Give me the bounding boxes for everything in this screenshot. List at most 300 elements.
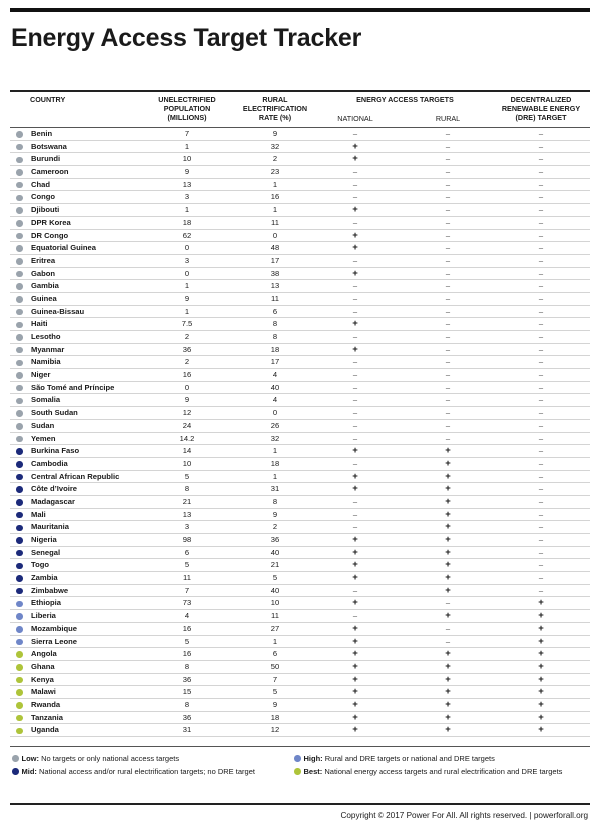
tier-dot-icon (16, 689, 23, 696)
legend-mid-dot-icon (12, 768, 19, 775)
country-cell: Côte d’Ivoire (31, 484, 77, 494)
rural-target-cell: – (445, 306, 451, 316)
dre-target-cell: – (538, 205, 544, 215)
tier-dot-icon (16, 651, 23, 658)
rate-cell: 18 (270, 458, 280, 468)
table-row (10, 674, 590, 687)
rural-target-cell: – (445, 281, 451, 291)
national-target-cell: + (352, 597, 358, 609)
header-rate (224, 95, 326, 122)
rate-cell: 9 (272, 699, 278, 709)
tier-dot-icon (16, 474, 23, 481)
national-target-cell: – (352, 192, 358, 202)
rural-target-cell: + (445, 483, 451, 495)
legend-high (294, 754, 495, 764)
legend-low (12, 754, 179, 764)
dre-target-cell: – (538, 433, 544, 443)
tier-dot-icon (16, 410, 23, 417)
table-row (10, 458, 590, 471)
national-target-cell: + (352, 635, 358, 647)
rate-cell: 17 (270, 255, 280, 265)
population-cell: 24 (182, 420, 192, 430)
country-cell: Namibia (31, 357, 61, 367)
header-national: NATIONAL (337, 114, 373, 123)
header-targets: ENERGY ACCESS TARGETS (356, 95, 454, 104)
population-cell: 9 (184, 395, 190, 405)
country-cell: São Tomé and Príncipe (31, 382, 115, 392)
rate-cell: 4 (272, 395, 278, 405)
dre-target-cell: – (538, 255, 544, 265)
legend-low-text: No targets or only national access targets (41, 754, 180, 763)
rural-target-cell: – (445, 255, 451, 265)
table-row (10, 699, 590, 712)
national-target-cell: + (352, 483, 358, 495)
table-row (10, 547, 590, 560)
tier-dot-icon (16, 702, 23, 709)
tier-dot-icon (16, 347, 23, 354)
country-cell: Lesotho (31, 332, 61, 341)
dre-target-cell: + (538, 673, 544, 685)
country-cell: Gambia (31, 281, 59, 291)
header-dre-line-2: RENEWABLE ENERGY (501, 104, 581, 113)
country-cell: Guinea (31, 293, 57, 303)
country-cell: Uganda (31, 725, 59, 735)
national-target-cell: + (352, 559, 358, 571)
dre-target-cell: – (538, 420, 544, 430)
dre-target-cell: – (538, 458, 544, 468)
top-bar (10, 8, 590, 12)
dre-target-cell: – (538, 522, 544, 532)
tier-dot-icon (16, 499, 23, 506)
tier-dot-icon (16, 372, 23, 379)
header-rule-top (10, 90, 590, 92)
tier-dot-icon (16, 195, 23, 202)
country-cell: Kenya (31, 674, 54, 684)
population-cell: 16 (182, 649, 192, 659)
dre-target-cell: – (538, 230, 544, 240)
country-cell: DR Congo (31, 230, 69, 240)
population-cell: 6 (184, 547, 190, 557)
country-cell: Gabon (31, 268, 56, 278)
header-rate-line-3: RATE (%) (258, 113, 292, 122)
dre-target-cell: – (538, 535, 544, 544)
country-cell: Burkina Faso (31, 446, 80, 456)
tier-dot-icon (16, 626, 23, 633)
rate-cell: 8 (272, 332, 278, 341)
legend-rule (10, 746, 590, 747)
rate-cell: 16 (270, 192, 280, 202)
tier-dot-icon (16, 334, 23, 341)
rate-cell: 1 (272, 205, 278, 215)
country-cell: Ethiopia (31, 598, 61, 608)
population-cell: 21 (182, 496, 192, 506)
tier-dot-icon (16, 258, 23, 265)
legend-high-text: Rural and DRE targets or national and DRE targets (324, 754, 495, 763)
population-cell: 73 (182, 598, 192, 608)
table-row (10, 661, 590, 674)
header-dre (493, 95, 589, 122)
dre-target-cell: – (538, 192, 544, 202)
national-target-cell: – (352, 281, 358, 291)
dre-target-cell: – (538, 509, 544, 519)
tier-dot-icon (16, 220, 23, 227)
tier-dot-icon (16, 385, 23, 392)
rate-cell: 18 (270, 712, 280, 722)
country-cell: Angola (31, 649, 57, 659)
table-row (10, 483, 590, 496)
national-target-cell: – (352, 382, 358, 392)
rural-target-cell: – (445, 420, 451, 430)
country-cell: Somalia (31, 395, 61, 405)
national-target-cell: + (352, 204, 358, 216)
population-cell: 36 (182, 674, 192, 684)
country-cell: South Sudan (31, 408, 78, 418)
population-cell: 10 (182, 458, 192, 468)
table-row (10, 179, 590, 192)
country-cell: Ghana (31, 661, 55, 671)
rural-target-cell: – (445, 192, 451, 202)
header-rate-line-2: ELECTRIFICATION (242, 104, 308, 113)
tier-dot-icon (16, 677, 23, 684)
dre-target-cell: – (538, 408, 544, 418)
rate-cell: 8 (272, 496, 278, 506)
country-cell: Malawi (31, 687, 56, 697)
rural-target-cell: + (445, 546, 451, 558)
national-target-cell: – (352, 585, 358, 595)
country-cell: Eritrea (31, 255, 56, 265)
dre-target-cell: – (538, 243, 544, 253)
table-row (10, 369, 590, 382)
table-row (10, 293, 590, 306)
header-population-line-2: POPULATION (163, 104, 211, 113)
population-cell: 31 (182, 725, 192, 735)
tier-dot-icon (16, 309, 23, 316)
rate-cell: 40 (270, 547, 280, 557)
rural-target-cell: + (445, 470, 451, 482)
rural-target-cell: – (445, 268, 451, 278)
national-target-cell: + (352, 724, 358, 736)
dre-target-cell: – (538, 306, 544, 316)
country-cell: Cambodia (31, 458, 68, 468)
table-row (10, 382, 590, 395)
table-row (10, 445, 590, 458)
tier-dot-icon (16, 398, 23, 405)
dre-target-cell: + (538, 622, 544, 634)
header-population-line-1: UNELECTRIFIED (158, 95, 216, 104)
national-target-cell: – (352, 129, 358, 138)
rate-cell: 36 (270, 535, 280, 544)
country-cell: Zimbabwe (31, 585, 69, 595)
tier-dot-icon (16, 144, 23, 151)
rural-target-cell: + (445, 724, 451, 736)
table-row (10, 318, 590, 331)
rural-target-cell: – (445, 205, 451, 215)
population-cell: 10 (182, 154, 192, 164)
tier-dot-icon (16, 525, 23, 532)
national-target-cell: – (352, 179, 358, 189)
rate-cell: 5 (272, 573, 278, 583)
national-target-cell: + (352, 267, 358, 279)
table-row (10, 724, 590, 737)
country-cell: Yemen (31, 433, 56, 443)
rate-cell: 27 (270, 623, 280, 633)
rate-cell: 13 (270, 281, 280, 291)
population-cell: 8 (184, 484, 190, 494)
national-target-cell: – (352, 408, 358, 418)
country-cell: Sudan (31, 420, 55, 430)
national-target-cell: + (352, 648, 358, 660)
legend-low-dot-icon (12, 755, 19, 762)
table-row (10, 407, 590, 420)
rate-cell: 6 (272, 306, 278, 316)
population-cell: 8 (184, 661, 190, 671)
rural-target-cell: – (445, 141, 451, 151)
dre-target-cell: – (538, 344, 544, 354)
tier-dot-icon (16, 537, 23, 544)
population-cell: 3 (184, 192, 190, 202)
tier-dot-icon (16, 461, 23, 468)
national-target-cell: + (352, 153, 358, 165)
rate-cell: 1 (272, 179, 278, 189)
rural-target-cell: + (445, 698, 451, 710)
legend-high-dot-icon (294, 755, 301, 762)
rate-cell: 7 (272, 674, 278, 684)
tier-dot-icon (16, 448, 23, 455)
rate-cell: 1 (272, 471, 278, 481)
country-cell: Rwanda (31, 699, 61, 709)
national-target-cell: + (352, 572, 358, 584)
country-cell: DPR Korea (31, 217, 71, 227)
rate-cell: 48 (270, 243, 280, 253)
national-target-cell: – (352, 496, 358, 506)
legend-best-label: Best: (303, 767, 323, 776)
dre-target-cell: – (538, 357, 544, 367)
dre-target-cell: – (538, 217, 544, 227)
national-target-cell: – (352, 370, 358, 380)
rate-cell: 0 (272, 230, 278, 240)
population-cell: 9 (184, 293, 190, 303)
population-cell: 5 (184, 471, 190, 481)
tier-dot-icon (16, 575, 23, 582)
tier-dot-icon (16, 436, 23, 443)
dre-target-cell: – (538, 281, 544, 291)
table-row (10, 509, 590, 522)
national-target-cell: + (352, 229, 358, 241)
country-cell: Congo (31, 192, 56, 202)
rural-target-cell: + (445, 660, 451, 672)
rate-cell: 18 (270, 344, 280, 354)
table-row (10, 141, 590, 154)
header-country: COUNTRY (30, 95, 66, 104)
tier-dot-icon (16, 563, 23, 570)
national-target-cell: – (352, 509, 358, 519)
legend-mid-label: Mid: (21, 767, 37, 776)
table-row (10, 394, 590, 407)
dre-target-cell: – (538, 496, 544, 506)
rural-target-cell: – (445, 344, 451, 354)
rural-target-cell: – (445, 623, 451, 633)
population-cell: 18 (182, 217, 192, 227)
rural-target-cell: + (445, 457, 451, 469)
country-cell: Mozambique (31, 623, 77, 633)
table-row (10, 268, 590, 281)
national-target-cell: – (352, 420, 358, 430)
rural-target-cell: – (445, 230, 451, 240)
population-cell: 14.2 (179, 433, 195, 443)
legend-best (294, 767, 562, 777)
country-cell: Nigeria (31, 535, 57, 544)
table-row (10, 686, 590, 699)
table-row (10, 585, 590, 598)
rate-cell: 1 (272, 446, 278, 456)
country-cell: Cameroon (31, 167, 69, 177)
country-cell: Mauritania (31, 522, 69, 532)
rural-target-cell: + (445, 673, 451, 685)
country-cell: Guinea-Bissau (31, 306, 85, 316)
country-cell: Central African Republic (31, 471, 120, 481)
dre-target-cell: – (538, 154, 544, 164)
rate-cell: 5 (272, 687, 278, 697)
header-rural: RURAL (435, 114, 461, 123)
dre-target-cell: – (538, 167, 544, 177)
dre-target-cell: – (538, 547, 544, 557)
rate-cell: 0 (272, 408, 278, 418)
legend-mid (12, 767, 255, 777)
tier-dot-icon (16, 715, 23, 722)
national-target-cell: – (352, 357, 358, 367)
dre-target-cell: – (538, 370, 544, 380)
country-cell: Liberia (31, 611, 56, 621)
country-cell: Botswana (31, 141, 67, 151)
rural-target-cell: + (445, 559, 451, 571)
dre-target-cell: – (538, 471, 544, 481)
country-cell: Niger (31, 370, 51, 380)
national-target-cell: + (352, 445, 358, 457)
rural-target-cell: + (445, 572, 451, 584)
population-cell: 5 (184, 636, 190, 646)
tier-dot-icon (16, 512, 23, 519)
rural-target-cell: + (445, 686, 451, 698)
table-row (10, 648, 590, 661)
dre-target-cell: – (538, 129, 544, 138)
population-cell: 15 (182, 687, 192, 697)
tier-dot-icon (16, 233, 23, 240)
country-cell: Benin (31, 129, 53, 138)
country-cell: Zambia (31, 573, 58, 583)
table-row (10, 128, 590, 141)
dre-target-cell: + (538, 610, 544, 622)
table-row (10, 280, 590, 293)
country-cell: Madagascar (31, 496, 75, 506)
rate-cell: 2 (272, 154, 278, 164)
tier-dot-icon (16, 207, 23, 214)
legend-best-dot-icon (294, 768, 301, 775)
dre-target-cell: + (538, 635, 544, 647)
rural-target-cell: + (445, 584, 451, 596)
country-cell: Myanmar (31, 344, 65, 354)
dre-target-cell: + (538, 660, 544, 672)
dre-target-cell: + (538, 597, 544, 609)
national-target-cell: + (352, 534, 358, 545)
rate-cell: 11 (271, 611, 279, 621)
population-cell: 7 (184, 585, 190, 595)
national-target-cell: – (352, 255, 358, 265)
dre-target-cell: – (538, 141, 544, 151)
population-cell: 2 (184, 332, 190, 341)
national-target-cell: – (352, 293, 358, 303)
table-row (10, 166, 590, 179)
population-cell: 62 (182, 230, 192, 240)
population-cell: 2 (184, 357, 190, 367)
table-row (10, 559, 590, 572)
population-cell: 8 (184, 699, 190, 709)
rural-target-cell: + (445, 508, 451, 520)
tier-dot-icon (16, 245, 23, 252)
national-target-cell: + (352, 698, 358, 710)
table-row (10, 356, 590, 369)
rural-target-cell: – (445, 370, 451, 380)
rural-target-cell: – (445, 129, 451, 138)
population-cell: 0 (184, 243, 190, 253)
dre-target-cell: – (538, 268, 544, 278)
population-cell: 3 (184, 522, 190, 532)
national-target-cell: + (352, 343, 358, 355)
national-target-cell: – (352, 611, 358, 621)
population-cell: 5 (184, 560, 190, 570)
national-target-cell: – (352, 522, 358, 532)
country-cell: Senegal (31, 547, 61, 557)
tracker-table (10, 128, 590, 737)
population-cell: 0 (184, 268, 190, 278)
population-cell: 0 (184, 382, 190, 392)
national-target-cell: – (352, 395, 358, 405)
rate-cell: 17 (270, 357, 280, 367)
tier-dot-icon (16, 423, 23, 430)
population-cell: 11 (183, 573, 191, 583)
rate-cell: 9 (272, 509, 278, 519)
dre-target-cell: + (538, 686, 544, 698)
population-cell: 14 (182, 446, 192, 456)
population-cell: 13 (182, 509, 192, 519)
table-row (10, 572, 590, 585)
header-dre-line-3: (DRE) TARGET (515, 113, 567, 122)
rural-target-cell: – (445, 382, 451, 392)
rural-target-cell: – (445, 395, 451, 405)
national-target-cell: + (352, 318, 358, 330)
country-cell: Tanzania (31, 712, 63, 722)
rural-target-cell: – (445, 217, 451, 227)
table-row (10, 610, 590, 623)
rural-target-cell: – (445, 179, 451, 189)
dre-target-cell: + (538, 711, 544, 723)
dre-target-cell: – (538, 319, 544, 329)
rate-cell: 23 (270, 167, 280, 177)
page-title: Energy Access Target Tracker (11, 24, 362, 52)
country-cell: Equatorial Guinea (31, 243, 96, 253)
header-population-line-3: (MILLIONS) (167, 113, 207, 122)
table-row (10, 344, 590, 357)
dre-target-cell: – (538, 293, 544, 303)
tier-dot-icon (16, 728, 23, 735)
population-cell: 1 (184, 141, 190, 151)
tier-dot-icon (16, 360, 23, 367)
legend-low-label: Low: (21, 754, 39, 763)
dre-target-cell: – (538, 395, 544, 405)
national-target-cell: – (352, 217, 358, 227)
tier-dot-icon (16, 322, 23, 329)
table-row (10, 712, 590, 725)
national-target-cell: – (352, 458, 358, 468)
